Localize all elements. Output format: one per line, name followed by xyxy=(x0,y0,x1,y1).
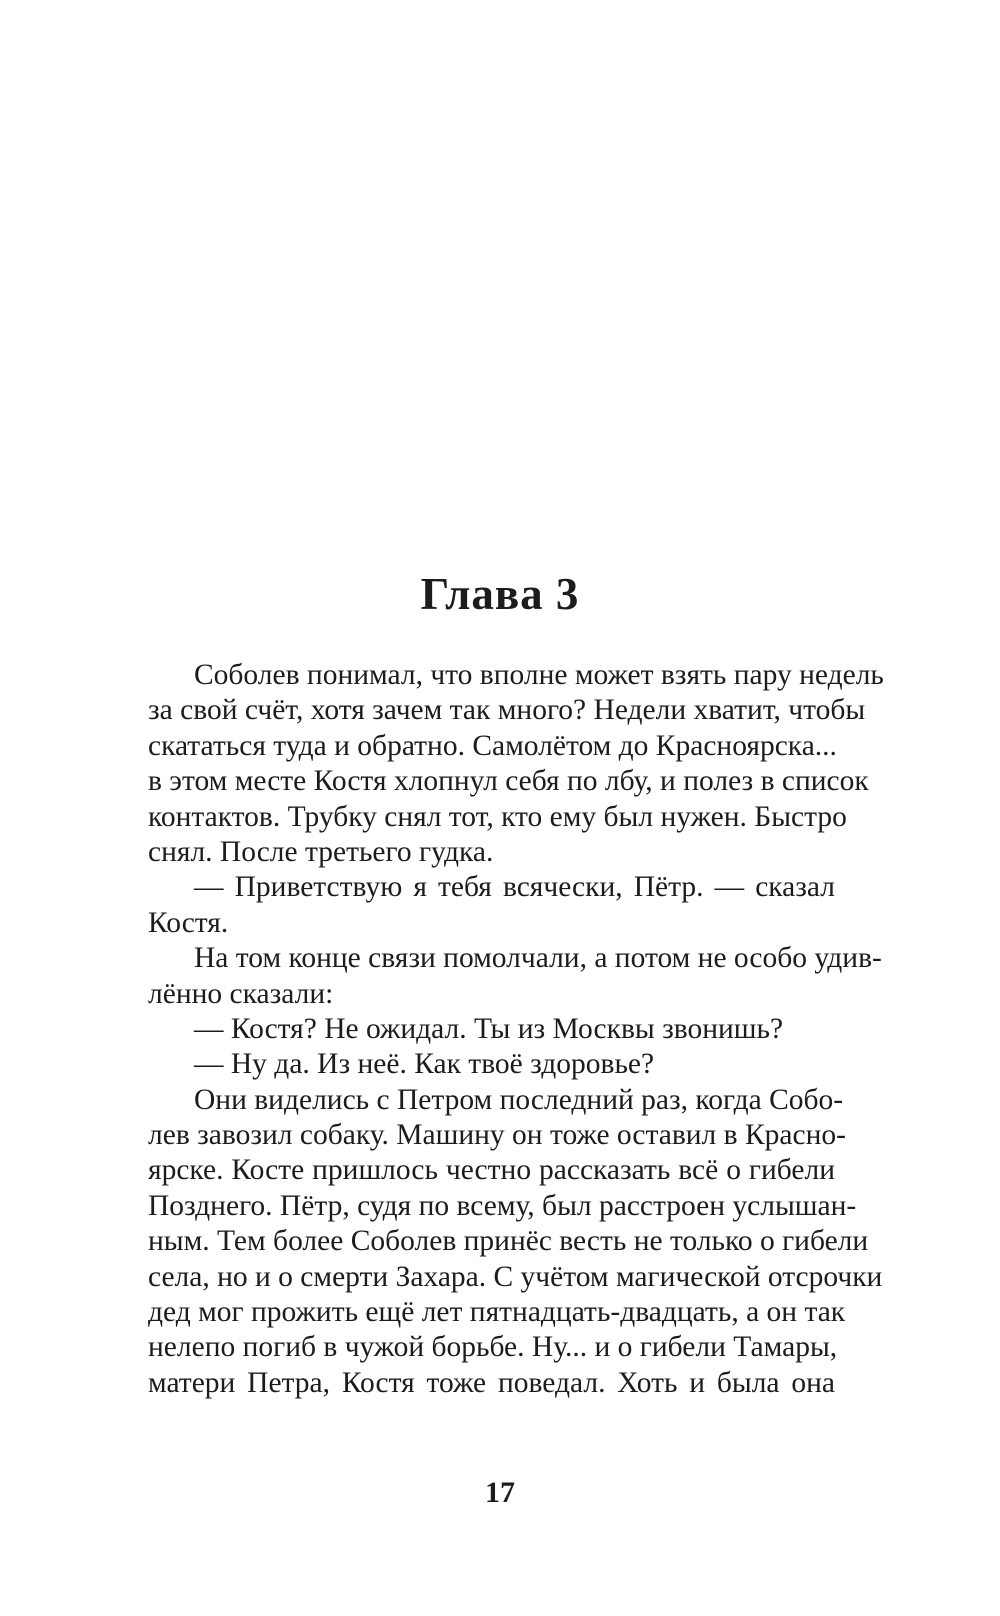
text-line: — Приветствую я тебя всячески, Пётр. — сказал xyxy=(194,871,835,904)
text-line: Костя. xyxy=(148,906,229,939)
text-line: ярске. Косте пришлось честно рассказать всё о гибели xyxy=(148,1154,835,1187)
text-line: в этом месте Костя хлопнул себя по лбу, и полез в список xyxy=(148,765,869,798)
text-line: Соболев понимал, что вполне может взять пару недель xyxy=(194,659,884,691)
text-line: за свой счёт, хотя зачем так много? Недели хватит, чтобы xyxy=(148,694,866,727)
text-line: лённо сказали: xyxy=(148,977,334,1010)
text-line: Позднего. Пётр, судя по всему, был расстроен услышан- xyxy=(148,1189,857,1222)
text-line: — Ну да. Из неё. Как твоё здоровье? xyxy=(194,1048,655,1081)
text-line: Они виделись с Петром последний раз, когда Собо- xyxy=(194,1083,844,1116)
text-line: — Костя? Не ожидал. Ты из Москвы звонишь? xyxy=(194,1012,784,1045)
text-line: снял. После третьего гудка. xyxy=(148,835,494,868)
text-line: нелепо погиб в чужой борьбе. Ну... и о гибели Тамары, xyxy=(148,1331,838,1364)
text-line: ным. Тем более Соболев принёс весть не только о гибели xyxy=(148,1225,869,1258)
text-line: матери Петра, Костя тоже поведал. Хоть и была она xyxy=(148,1366,835,1399)
text-line: скататься туда и обратно. Самолётом до Красноярска... xyxy=(148,729,837,762)
chapter-body-text xyxy=(148,658,884,1401)
text-line: лев завозил собаку. Машину он тоже оставил в Красно- xyxy=(148,1119,846,1152)
text-line: На том конце связи помолчали, а потом не особо удив- xyxy=(194,942,882,975)
text-line: дед мог прожить ещё лет пятнадцать-двадцать, а он так xyxy=(148,1296,846,1329)
text-line: села, но и о смерти Захара. С учётом магической отсрочки xyxy=(148,1260,883,1293)
page-number: 17 xyxy=(485,1476,515,1509)
text-line: контактов. Трубку снял тот, кто ему был нужен. Быстро xyxy=(148,800,847,833)
chapter-title: Глава 3 xyxy=(420,569,580,619)
